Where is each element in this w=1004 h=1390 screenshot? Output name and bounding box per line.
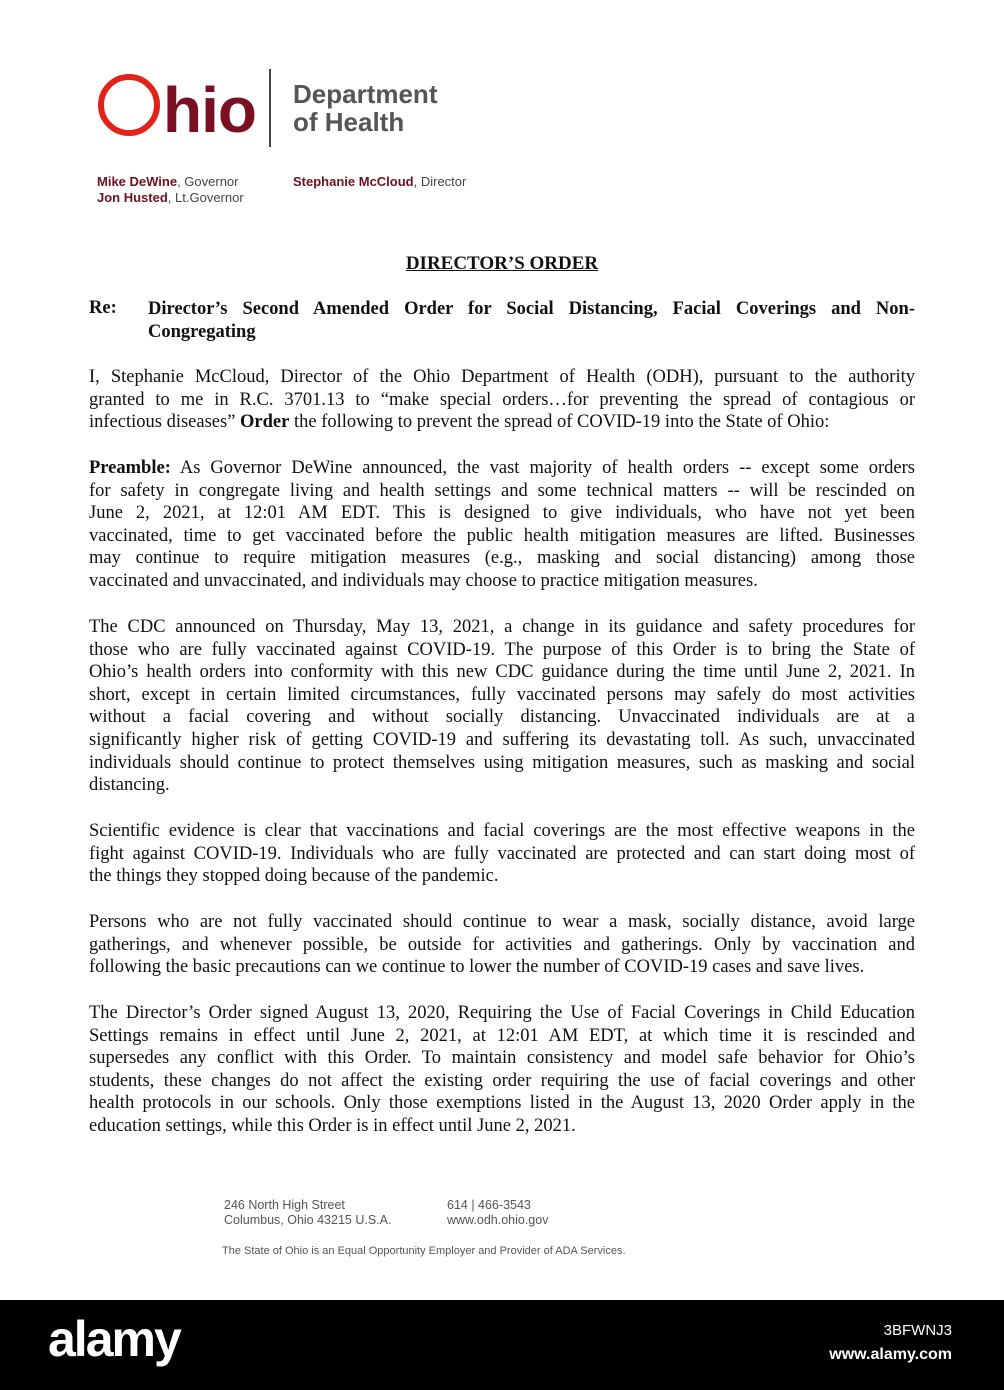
bold-term: Order: [240, 412, 290, 433]
department-name: [293, 80, 437, 136]
image-id: 3BFWNJ3: [883, 1322, 952, 1339]
text-line: education settings, while this Order is in effect until June 2, 2021.: [89, 1115, 576, 1136]
director-block: [293, 174, 466, 190]
footer-contact: [447, 1198, 548, 1228]
re-line: Director’s Second Amended Order for Social Distancing, Facial Coverings and Non-: [148, 299, 915, 319]
text-line: Settings remains in effect until June 2, 2021, at 12:01 AM EDT, at which time it is rescinded and: [89, 1025, 915, 1046]
department-line1: Department: [293, 79, 438, 109]
governor-block: [97, 174, 244, 206]
text-segment: As Governor DeWine announced, the vast majority of health orders -- except some orders: [170, 458, 915, 478]
text-line: individuals should continue to protect themselves using mitigation measures, such as masking and social: [89, 752, 915, 773]
lt-governor-name: Jon Husted: [97, 190, 168, 205]
text-line: short, except in certain limited circumstances, fully vaccinated persons may safely do most activities: [89, 684, 915, 705]
re-subject: [148, 298, 915, 343]
alamy-url: www.alamy.com: [829, 1346, 952, 1363]
logo-divider: [269, 69, 271, 147]
text-line: distancing.: [89, 775, 170, 796]
address-line1: 246 North High Street: [224, 1198, 345, 1212]
document-title: DIRECTOR’S ORDER: [405, 253, 599, 274]
text-line: vaccinated, time to get vaccinated before the public health mitigation measures are lifted. Businesses: [89, 525, 915, 546]
text-line: Scientific evidence is clear that vaccinations and facial coverings are the most effective weapons in the: [89, 821, 915, 841]
text-line: without a facial covering and without socially distancing. Unvaccinated individuals are at a: [89, 707, 915, 728]
ohio-logo: [98, 70, 256, 150]
department-line2: of Health: [293, 107, 405, 137]
text-line: students, these changes do not affect the existing order requiring the use of facial coverings and other: [89, 1070, 915, 1091]
text-line: Persons who are not fully vaccinated should continue to wear a mask, socially distance, avoid large: [89, 912, 915, 932]
text-line: those who are fully vaccinated against COVID-19. The purpose of this Order is to bring the State of: [89, 639, 915, 660]
address-line2: Columbus, Ohio 43215 U.S.A.: [224, 1213, 392, 1227]
director-name: Stephanie McCloud: [293, 174, 414, 189]
lt-governor-title: , Lt.Governor: [167, 190, 244, 205]
paragraph: [89, 616, 915, 797]
text-line: The Director’s Order signed August 13, 2020, Requiring the Use of Facial Coverings in Child Education: [89, 1003, 915, 1023]
text-segment: infectious diseases”: [89, 412, 241, 433]
governor-title: , Governor: [177, 174, 239, 189]
footer-address: [224, 1198, 391, 1228]
text-line: June 2, 2021, at 12:01 AM EDT. This is designed to give individuals, who have not yet been: [89, 503, 915, 524]
text-segment: the following to prevent the spread of COVID-19 into the State of Ohio:: [289, 412, 830, 433]
paragraph: [89, 820, 915, 888]
website-link[interactable]: www.odh.ohio.gov: [447, 1213, 549, 1227]
text-line: supersedes any conflict with this Order. To maintain consistency and model safe behavior for Ohio’s: [89, 1048, 915, 1069]
text-line: may continue to require mitigation measures (e.g., masking and social distancing) among those: [89, 548, 915, 569]
paragraph: [89, 457, 915, 593]
text-line: Ohio’s health orders into conformity with this new CDC guidance during the time until June 2, 2021. In: [89, 662, 915, 683]
text-line: following the basic precautions can we continue to lower the number of COVID-19 cases and save lives.: [89, 957, 865, 978]
re-label: Re:: [89, 298, 117, 318]
re-line: Congregating: [148, 321, 256, 342]
text-line: fight against COVID-19. Individuals who are fully vaccinated are protected and can start doing most of: [89, 843, 915, 864]
logo-hio: hio: [163, 74, 256, 146]
equal-opportunity-note: The State of Ohio is an Equal Opportunity Employer and Provider of ADA Services.: [222, 1245, 626, 1257]
paragraph: [89, 366, 915, 434]
paragraph: [89, 1002, 915, 1138]
logo-o-ring: [98, 74, 160, 136]
bold-term: Preamble:: [89, 458, 171, 478]
text-line: vaccinated and unvaccinated, and individuals may choose to practice mitigation measures.: [89, 570, 758, 591]
alamy-logo: alamy: [48, 1311, 180, 1367]
text-line: significantly higher risk of getting COVID-19 and suffering its devastating toll. As such, unvaccinated: [89, 729, 915, 750]
text-line: [89, 457, 915, 480]
text-line: the things they stopped doing because of the pandemic.: [89, 866, 499, 887]
text-line: [89, 411, 915, 434]
phone: 614 | 466-3543: [447, 1198, 531, 1212]
director-title: , Director: [413, 174, 467, 189]
governor-name: Mike DeWine: [97, 174, 178, 189]
text-line: granted to me in R.C. 3701.13 to “make special orders…for preventing the spread of contagious or: [89, 389, 915, 410]
text-line: for safety in congregate living and health settings and some technical matters -- will be rescinded on: [89, 480, 915, 501]
text-line: gatherings, and whenever possible, be outside for activities and gatherings. Only by vaccination and: [89, 934, 915, 955]
paragraph: [89, 911, 915, 979]
text-line: I, Stephanie McCloud, Director of the Ohio Department of Health (ODH), pursuant to the authority: [89, 367, 915, 387]
text-line: The CDC announced on Thursday, May 13, 2021, a change in its guidance and safety procedures for: [89, 617, 915, 637]
text-line: health protocols in our schools. Only those exemptions listed in the August 13, 2020 Order apply in the: [89, 1093, 915, 1114]
